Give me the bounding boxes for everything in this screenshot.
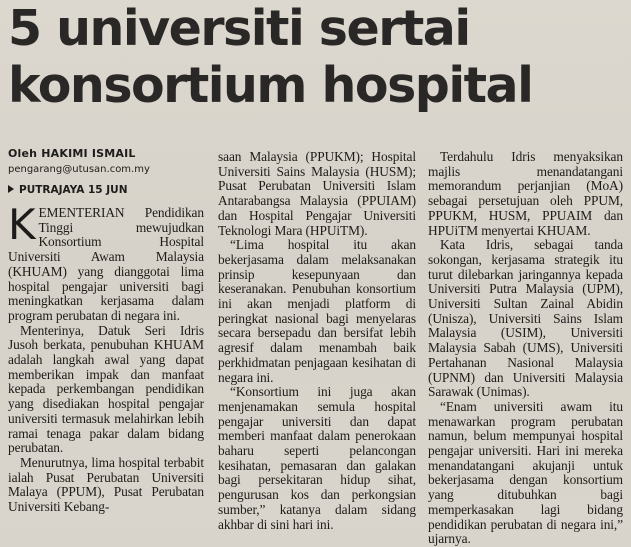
paragraph: “Enam universiti awam itu menawarkan program perubatan namun, belum mempunyai hospital pengajar universiti. Hari ini mereka menandatangani akujanji untuk bekerjasama dengan konsortium yang ditubuhkan bagi memperkasakan lagi bidang pendidikan perubatan di negara ini,” ujarnya. <box>428 398 623 547</box>
paragraph: “Konsortium ini juga akan menjenamakan semula hospital pengajar universiti dan dapat memberi manfaat dalam penerokaan baharu seperti pelancongan kesihatan, pemasaran dan galakan bagi persekitaran hidup sihat, pengurusan kos dan perkongsian sumber,” katanya dalam sidang akhbar di sini hari ini. <box>218 384 416 532</box>
paragraph <box>8 200 204 324</box>
article-column-2 <box>218 149 416 532</box>
paragraph: “Lima hospital itu akan bekerjasama dalam melaksanakan prinsip kesepunyaan dan keseranakan. Penubuhan konsortium ini akan menjadi platform di peringkat nasional bagi menyelaras secara bersepadu dan bersifat lebih agresif dalam menambah baik perkhidmatan penjagaan kesihatan di negara ini. <box>218 237 416 385</box>
drop-cap: K <box>8 200 36 249</box>
headline <box>8 0 628 114</box>
paragraph: saan Malaysia (PPUKM); Hospital Universiti Sains Malaysia (HUSM); Pusat Perubatan Universiti Islam Antarabangsa Malaysia (PPUIAM) dan Hospital Pengajar Universiti Teknologi Mara (HPUiTM). <box>218 149 416 238</box>
article-column-1 <box>8 200 204 524</box>
paragraph-text: EMENTERIAN Pendidikan Tinggi mewujudkan Konsortium Hospital Universiti Awam Malaysia (KHUAM) yang dianggotai lima hospital pengajar universiti bagi meningkatkan kerjasama dalam program perubatan di negara ini. <box>8 205 204 323</box>
article-column-3 <box>428 149 623 547</box>
author-email: pengarang@utusan.com.my <box>8 164 150 175</box>
headline-line-1: 5 universiti sertai <box>8 0 470 57</box>
paragraph: Terdahulu Idris menyaksikan majlis menandatangani memorandum perjanjian (MoA) sebagai persetujuan oleh PPUM, PPUKM, HUSM, PPUAIM dan HPUiTM menyertai KHUAM. <box>428 149 623 238</box>
paragraph: Menurutnya, lima hospital terbabit ialah Pusat Perubatan Universiti Malaya (PPUM), Pusat Perubatan Universiti Kebang- <box>8 454 204 515</box>
triangle-bullet-icon <box>8 185 14 193</box>
headline-line-2: konsortium hospital <box>8 57 533 114</box>
byline: Oleh HAKIMI ISMAIL <box>8 147 136 160</box>
dateline <box>8 184 208 197</box>
paragraph: Menterinya, Datuk Seri Idris Jusoh berkata, penubuhan KHUAM adalah langkah awal yang dapat memberikan impak dan manfaat kepada perkembangan pendidikan yang disediakan hospital pengajar universiti termasuk melahirkan lebih ramai tenaga pakar dalam bidang perubatan. <box>8 322 204 456</box>
paragraph: Kata Idris, sebagai tanda sokongan, kerjasama strategik itu turut dilebarkan jaringannya kepada Universiti Putra Malaysia (UPM), Universiti Sultan Zainal Abidin (Unisza), Universiti Sains Islam Malaysia (USIM), Universiti Malaysia Sabah (UMS), Universiti Pertahanan Nasional Malaysia (UPNM) dan Universiti Malaysia Sarawak (Unimas). <box>428 237 623 400</box>
dateline-text: PUTRAJAYA 15 JUN <box>19 184 128 196</box>
